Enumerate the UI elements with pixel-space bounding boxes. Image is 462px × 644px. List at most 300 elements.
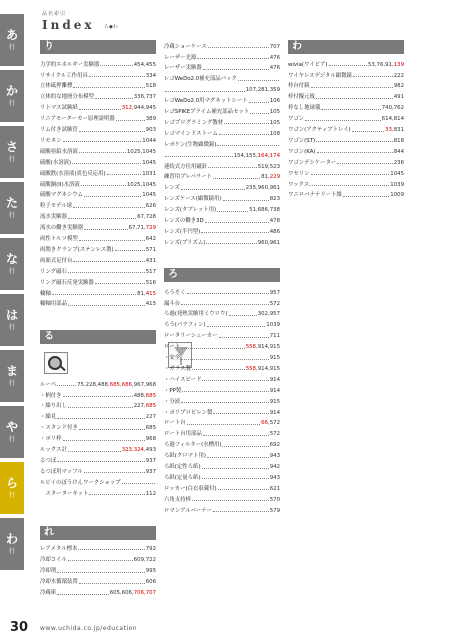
entry-pages bbox=[146, 301, 156, 307]
entry-name: 立体砥押離標 bbox=[40, 83, 73, 90]
index-entry bbox=[40, 113, 156, 123]
page-refs: 1031 bbox=[142, 170, 156, 177]
index-entry bbox=[40, 167, 156, 177]
page-refs: 621 bbox=[269, 485, 280, 492]
entry-name: ルビイのぼうけんワークショップ bbox=[40, 479, 121, 486]
index-entry bbox=[164, 384, 280, 394]
leader-dots bbox=[222, 446, 268, 447]
leader-dots bbox=[72, 163, 141, 164]
index-entry bbox=[164, 160, 280, 170]
page-refs: 227, bbox=[133, 403, 146, 410]
index-entry bbox=[40, 433, 156, 443]
index-entry bbox=[40, 200, 156, 210]
leader-dots bbox=[182, 391, 268, 392]
index-tab-4[interactable] bbox=[0, 238, 24, 290]
page-refs: 106 bbox=[269, 98, 280, 105]
entry-pages bbox=[270, 65, 280, 71]
entry-name: レアメタル標本 bbox=[40, 545, 78, 552]
leader-dots bbox=[57, 594, 109, 595]
entry-name: るつぼ bbox=[40, 457, 57, 464]
leader-dots bbox=[208, 47, 269, 48]
entry-pages bbox=[258, 311, 280, 317]
entry-name: ・ハイスピード bbox=[164, 376, 202, 383]
index-entry bbox=[164, 236, 280, 246]
page-number: 30 bbox=[10, 620, 29, 635]
header-small-label: 品名索引 bbox=[42, 11, 67, 17]
index-entry bbox=[40, 69, 156, 79]
leader-dots bbox=[68, 451, 121, 452]
page-refs-highlight: 312, bbox=[121, 105, 134, 112]
entry-pages bbox=[258, 164, 280, 170]
leader-dots bbox=[181, 359, 269, 360]
index-entry bbox=[40, 222, 156, 232]
entry-pages bbox=[261, 420, 280, 426]
leader-dots bbox=[353, 76, 393, 77]
page-refs: 960,961 bbox=[257, 239, 280, 246]
index-entry bbox=[40, 134, 156, 144]
leader-dots bbox=[181, 189, 245, 190]
entry-name: リニアモーターカー原理説明器 bbox=[40, 116, 115, 123]
page-refs: 476 bbox=[269, 65, 280, 72]
entry-pages bbox=[270, 410, 280, 416]
page-refs: 968 bbox=[145, 436, 156, 443]
page-refs: 519,523 bbox=[257, 163, 280, 170]
page-refs: 75,228,488, bbox=[77, 381, 110, 388]
entry-pages bbox=[270, 120, 280, 126]
entry-name: wivia(ワイビア) bbox=[288, 61, 328, 68]
index-tab-kana: ま bbox=[5, 364, 18, 378]
entry-pages bbox=[137, 214, 156, 220]
leader-dots bbox=[206, 243, 256, 244]
page-refs: 1045 bbox=[390, 170, 404, 177]
leader-dots bbox=[68, 305, 145, 306]
entry-pages bbox=[246, 185, 280, 191]
entry-name: 硫酸鉄(水溶液(炎色反応用) bbox=[40, 170, 106, 177]
index-entry bbox=[40, 276, 156, 286]
entry-pages bbox=[394, 94, 404, 100]
index-entry bbox=[164, 460, 280, 470]
entry-name: ろ過(発熱実験用ミウロウ) bbox=[164, 311, 228, 318]
leader-dots bbox=[79, 583, 145, 584]
entry-pages bbox=[270, 98, 280, 104]
index-entry bbox=[288, 80, 404, 90]
page-refs: 491 bbox=[393, 94, 404, 101]
leader-dots bbox=[57, 385, 76, 386]
loupe-image bbox=[44, 352, 68, 374]
entry-pages bbox=[270, 109, 280, 115]
entry-pages bbox=[122, 447, 156, 453]
leader-dots bbox=[78, 549, 144, 550]
entry-name: ワックス bbox=[288, 181, 310, 188]
index-entry bbox=[40, 454, 156, 464]
index-tab-suffix: 行 bbox=[8, 492, 15, 499]
entry-name: ・繰見 bbox=[40, 414, 57, 421]
entry-name: レゴSPIKEプライム補充部品セット bbox=[164, 109, 250, 116]
entry-name: ・ポリ枠 bbox=[40, 436, 62, 443]
leader-dots bbox=[219, 134, 269, 135]
page-refs: 914,915 bbox=[257, 365, 280, 372]
page-refs: 476 bbox=[269, 54, 280, 61]
page-refs: 572 bbox=[269, 420, 280, 427]
entry-pages bbox=[249, 207, 280, 213]
index-entry bbox=[40, 265, 156, 275]
index-tab-kana: た bbox=[5, 196, 18, 210]
entry-name: レンズ(半円型) bbox=[164, 228, 201, 235]
footer-url: www.uchida.co.jp/education bbox=[40, 625, 138, 632]
leader-dots bbox=[329, 65, 367, 66]
leader-dots bbox=[181, 304, 269, 305]
leader-dots bbox=[192, 500, 269, 501]
leader-dots bbox=[57, 418, 145, 419]
entry-name: リモネン bbox=[40, 137, 62, 144]
entry-pages bbox=[270, 290, 280, 296]
index-entry bbox=[288, 91, 404, 101]
page-refs-highlight: 685 bbox=[145, 403, 156, 410]
index-tab-suffix: 行 bbox=[8, 548, 15, 555]
entry-pages bbox=[110, 590, 156, 596]
leader-dots bbox=[79, 109, 121, 110]
index-entry bbox=[164, 73, 280, 83]
index-entry bbox=[288, 123, 404, 133]
entry-pages bbox=[270, 44, 280, 50]
page-refs: 105 bbox=[269, 119, 280, 126]
page-refs: 415 bbox=[145, 301, 156, 308]
leader-dots bbox=[311, 174, 390, 175]
leader-dots bbox=[317, 152, 393, 153]
leader-dots bbox=[321, 109, 380, 110]
entry-pages bbox=[146, 73, 156, 79]
index-entry bbox=[40, 576, 156, 586]
page-refs: 642 bbox=[145, 236, 156, 243]
leader-dots bbox=[165, 156, 233, 157]
index-tab-9[interactable] bbox=[0, 518, 24, 570]
index-entry bbox=[164, 482, 280, 492]
page-refs: 915 bbox=[269, 398, 280, 405]
index-entry bbox=[164, 341, 280, 351]
page-refs: 570 bbox=[269, 496, 280, 503]
entry-pages bbox=[137, 291, 156, 297]
page-refs: 112 bbox=[145, 490, 156, 497]
page-refs: 81, bbox=[137, 290, 146, 297]
leader-dots bbox=[187, 424, 261, 425]
index-entry bbox=[288, 113, 404, 123]
page-refs: 944,945 bbox=[133, 105, 156, 112]
index-entry bbox=[40, 91, 156, 101]
entry-pages bbox=[270, 333, 280, 339]
page-refs-highlight: 729 bbox=[145, 225, 156, 232]
index-entry bbox=[164, 417, 280, 427]
entry-pages bbox=[146, 436, 156, 442]
index-entry bbox=[164, 95, 280, 105]
leader-dots bbox=[207, 457, 269, 458]
entry-pages bbox=[146, 458, 156, 464]
entry-pages bbox=[146, 568, 156, 574]
entry-pages bbox=[270, 196, 280, 202]
leader-dots bbox=[68, 560, 133, 561]
page-refs: 609,722 bbox=[133, 556, 156, 563]
index-entry bbox=[164, 308, 280, 318]
index-tab-kana: ら bbox=[5, 476, 18, 490]
entry-name: 連続式方位用磁針 bbox=[164, 163, 208, 170]
entry-name: 冷蔵庫 bbox=[40, 590, 57, 597]
leader-dots bbox=[238, 80, 279, 81]
entry-name: ・繰り出し bbox=[40, 403, 67, 410]
leader-dots bbox=[68, 407, 133, 408]
page-refs: 1025,1045 bbox=[126, 148, 156, 155]
page-refs: 572 bbox=[269, 300, 280, 307]
index-entry bbox=[164, 127, 280, 137]
entry-name: レンズケース(顕微鏡用) bbox=[164, 196, 222, 203]
entry-name: リサイクル工作用具 bbox=[40, 72, 88, 79]
leader-dots bbox=[81, 185, 126, 186]
index-entry bbox=[164, 428, 280, 438]
index-entry bbox=[40, 189, 156, 199]
entry-pages bbox=[270, 497, 280, 503]
index-entry bbox=[288, 189, 404, 199]
leader-dots bbox=[63, 440, 145, 441]
index-entry bbox=[164, 149, 280, 159]
index-tab-suffix: 行 bbox=[8, 436, 15, 443]
entry-name: ワセリン bbox=[288, 170, 310, 177]
entry-pages bbox=[270, 301, 280, 307]
index-entry bbox=[40, 389, 156, 399]
page-refs: 517 bbox=[145, 268, 156, 275]
page-refs: 572 bbox=[269, 431, 280, 438]
index-entry bbox=[40, 145, 156, 155]
leader-dots bbox=[84, 196, 141, 197]
entry-name: 硫酸(水溶液) bbox=[40, 159, 72, 166]
index-entry bbox=[40, 178, 156, 188]
page-refs: 903 bbox=[145, 127, 156, 134]
page-refs: 67,71, bbox=[128, 225, 146, 232]
entry-name: ろ紙(定量ろ紙) bbox=[164, 474, 201, 481]
index-entry bbox=[164, 51, 280, 61]
page-refs: 579 bbox=[269, 507, 280, 514]
leader-dots bbox=[343, 196, 389, 197]
leader-dots bbox=[250, 113, 269, 114]
leader-dots bbox=[203, 435, 269, 436]
index-entry bbox=[164, 40, 280, 50]
page-refs: 915 bbox=[269, 355, 280, 362]
page-refs: 711 bbox=[269, 333, 280, 340]
index-tab-8[interactable] bbox=[0, 462, 24, 514]
entry-name: ワゴン(ST) bbox=[288, 137, 316, 144]
leader-dots bbox=[217, 145, 279, 146]
index-tab-5[interactable] bbox=[0, 294, 24, 346]
page-refs: 605,606, bbox=[109, 590, 134, 597]
entry-pages bbox=[146, 280, 156, 286]
leader-dots bbox=[213, 413, 268, 414]
entry-pages bbox=[368, 62, 404, 68]
page-refs: 154,155, bbox=[233, 152, 258, 159]
page-refs: 302,957 bbox=[257, 311, 280, 318]
leader-dots bbox=[84, 472, 145, 473]
entry-name: レゴWeDo2.0用マグネットシート bbox=[164, 98, 248, 105]
page-refs: 937 bbox=[145, 457, 156, 464]
entry-name: レーザー実験器 bbox=[164, 65, 202, 72]
page-refs: 626 bbox=[145, 203, 156, 210]
index-entry bbox=[40, 476, 156, 486]
entry-name: ロッカー(白衣収蔵付) bbox=[164, 485, 217, 492]
entry-name: リトマス試験紙 bbox=[40, 105, 78, 112]
section-header-wa: わ bbox=[288, 40, 404, 54]
page-refs-highlight: 323,324, bbox=[121, 447, 146, 454]
page-refs: 792 bbox=[145, 545, 156, 552]
entry-pages bbox=[146, 258, 156, 264]
entry-pages bbox=[394, 83, 404, 89]
entry-pages bbox=[270, 508, 280, 514]
index-entry bbox=[288, 145, 404, 155]
entry-pages bbox=[390, 171, 404, 177]
index-entry bbox=[164, 351, 280, 361]
page-refs: 516 bbox=[145, 279, 156, 286]
page-refs-highlight: 229 bbox=[269, 174, 280, 181]
entry-pages bbox=[142, 171, 156, 177]
page-refs: 707 bbox=[269, 43, 280, 50]
index-entry bbox=[40, 411, 156, 421]
leader-dots bbox=[73, 207, 145, 208]
index-entry bbox=[40, 102, 156, 112]
page-refs: 943 bbox=[269, 474, 280, 481]
page-refs: 51,686,738 bbox=[249, 207, 280, 214]
entry-name: 冷却コイル bbox=[40, 556, 67, 563]
leader-dots bbox=[316, 141, 393, 142]
entry-name: 立体的な地層分布模型 bbox=[40, 94, 94, 101]
entry-pages bbox=[270, 399, 280, 405]
index-entry bbox=[164, 439, 280, 449]
index-tab-kana: や bbox=[5, 420, 18, 434]
entry-name: レンズ(タブレット用) bbox=[164, 207, 217, 214]
entry-name: 両面式足付台 bbox=[40, 257, 73, 264]
page-refs: 334 bbox=[145, 72, 156, 79]
leader-dots bbox=[192, 369, 245, 370]
leader-dots bbox=[224, 123, 269, 124]
index-tab-1[interactable] bbox=[0, 70, 24, 122]
leader-dots bbox=[207, 326, 266, 327]
index-entry bbox=[40, 400, 156, 410]
index-entry bbox=[164, 105, 280, 115]
entry-name: ・ガラス製 bbox=[164, 365, 191, 372]
index-tab-suffix: 行 bbox=[8, 44, 15, 51]
leader-dots bbox=[202, 380, 268, 381]
index-tab-3[interactable] bbox=[0, 182, 24, 234]
page-refs: 81, bbox=[261, 174, 270, 181]
leader-dots bbox=[63, 396, 133, 397]
page-refs-highlight: 33, bbox=[385, 127, 394, 134]
index-tab-suffix: 行 bbox=[8, 268, 15, 275]
entry-pages bbox=[382, 116, 404, 122]
index-entry bbox=[40, 211, 156, 221]
page-refs: 571 bbox=[145, 246, 156, 253]
leader-dots bbox=[79, 131, 145, 132]
entry-pages bbox=[146, 579, 156, 585]
section-header-ro: ろ bbox=[164, 268, 280, 282]
leader-dots bbox=[202, 468, 269, 469]
page-refs: 937 bbox=[145, 468, 156, 475]
index-tab-7[interactable] bbox=[0, 406, 24, 458]
entry-name: ・柄付き bbox=[40, 392, 62, 399]
index-entry bbox=[40, 443, 156, 453]
page-refs: 614,814 bbox=[381, 116, 404, 123]
index-tab-6[interactable] bbox=[0, 350, 24, 402]
entry-pages bbox=[134, 557, 156, 563]
entry-name: 硫酸銅(II)水溶液 bbox=[40, 181, 80, 188]
leader-dots bbox=[218, 489, 269, 490]
entry-pages bbox=[146, 83, 156, 89]
entry-name: 力学的エネルギー実験器 bbox=[40, 61, 100, 68]
page-refs: 823 bbox=[269, 196, 280, 203]
index-tab-0[interactable] bbox=[0, 14, 24, 66]
page-refs: 1009 bbox=[390, 192, 404, 199]
page-refs: 831 bbox=[393, 127, 404, 134]
entry-name: リング磁石反発実験器 bbox=[40, 279, 94, 286]
page-refs: 685 bbox=[145, 425, 156, 432]
entry-pages bbox=[146, 203, 156, 209]
entry-name: レーザー光源 bbox=[164, 54, 197, 61]
entry-name: ロマンアルバーナー bbox=[164, 507, 212, 514]
index-entry bbox=[288, 156, 404, 166]
entry-pages bbox=[127, 182, 156, 188]
entry-name: 硫酸マグネシウム bbox=[40, 192, 84, 199]
index-entry bbox=[40, 465, 156, 475]
entry-name: スターターキット bbox=[40, 490, 89, 497]
entry-name: ワゴンデシケーター bbox=[288, 159, 337, 166]
page-refs: 844 bbox=[393, 148, 404, 155]
entry-name: 硫酸亜鉛水溶液 bbox=[40, 148, 78, 155]
leader-dots bbox=[115, 250, 145, 251]
page-refs-highlight: 706,707 bbox=[133, 590, 156, 597]
leader-dots bbox=[89, 494, 144, 495]
entry-pages bbox=[270, 355, 280, 361]
page-refs-highlight: 164,174 bbox=[257, 152, 280, 159]
page-refs: 493 bbox=[145, 447, 156, 454]
leader-dots bbox=[213, 511, 269, 512]
page-refs: 486 bbox=[269, 228, 280, 235]
index-entry bbox=[40, 58, 156, 68]
index-entry bbox=[40, 487, 156, 497]
index-entry bbox=[164, 450, 280, 460]
entry-pages bbox=[385, 127, 404, 133]
entry-name: ワゴン bbox=[288, 116, 305, 123]
page-title: Index bbox=[42, 18, 95, 32]
page-refs: 478 bbox=[269, 218, 280, 225]
entry-name: ワゴン(アクティブトレイ) bbox=[288, 127, 351, 134]
entry-name: 枠台付鏡 bbox=[288, 83, 310, 90]
index-entry bbox=[164, 471, 280, 481]
index-entry bbox=[164, 319, 280, 329]
entry-pages bbox=[270, 431, 280, 437]
page-refs: 105 bbox=[269, 109, 280, 116]
entry-pages bbox=[146, 425, 156, 431]
page-refs: 942 bbox=[269, 464, 280, 471]
index-tab-2[interactable] bbox=[0, 126, 24, 178]
leader-dots bbox=[181, 402, 269, 403]
page-refs: 389 bbox=[145, 116, 156, 123]
entry-name: ロート bbox=[164, 344, 181, 351]
index-entry bbox=[164, 225, 280, 235]
entry-pages bbox=[382, 105, 404, 111]
entry-pages bbox=[134, 393, 156, 399]
entry-name: 流水実験器 bbox=[40, 214, 67, 221]
index-entry bbox=[40, 542, 156, 552]
index-tab-kana: さ bbox=[5, 140, 18, 154]
leader-dots bbox=[311, 87, 393, 88]
entry-name: 両性トルソ模型 bbox=[40, 236, 78, 243]
page-refs: 1045 bbox=[142, 159, 156, 166]
page-refs: 606 bbox=[145, 579, 156, 586]
leader-dots bbox=[79, 429, 145, 430]
entry-pages bbox=[146, 469, 156, 475]
